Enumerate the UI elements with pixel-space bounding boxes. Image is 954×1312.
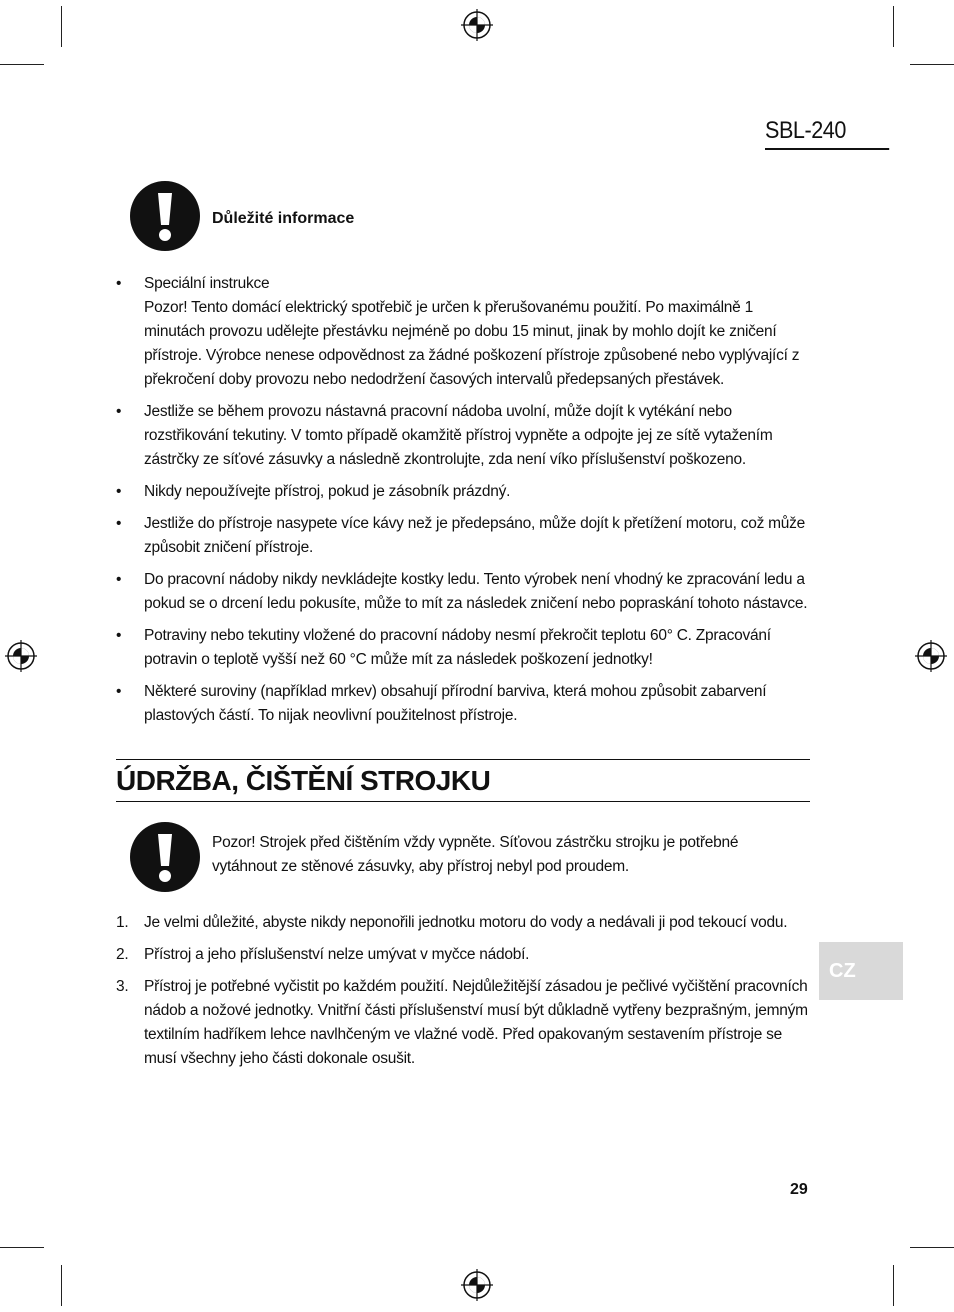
crop-mark xyxy=(893,6,894,47)
list-item-text: Pozor! Tento domácí elektrický spotřebič je určen k přerušovanému použití. Po maximálně 1 minutách provozu udělejte přestávku nejméně po dobu 15 minut, jinak by mohlo dojít ke zničení přístroje. Výrobce nenese odpovědnost za žádné poškození přístroje způsobené nebo vyplývající z překročení doby provozu nebo nedodržení časových intervalů předepsaných přestávek. xyxy=(144,299,800,388)
exclamation-icon xyxy=(130,822,200,892)
list-item xyxy=(116,480,816,504)
crop-mark xyxy=(893,1265,894,1306)
bullet-mark: • xyxy=(116,683,122,700)
crop-mark xyxy=(0,64,44,65)
crop-mark xyxy=(61,6,62,47)
list-item xyxy=(116,568,816,616)
registration-mark-icon xyxy=(4,639,38,673)
bullet-mark: • xyxy=(116,403,122,420)
step-text: Přístroj je potřebné vyčistit po každém použití. Nejdůležitější zásadou je pečlivé vyčištění pracovních nádob a nožové jednotky. Vnitřní části příslušenství musí být důkladně vytřeny bezprašným, jemným textilním hadříkem lehce navlhčeným ve vlažné vodě. Před opakovaným sestavením přístroje se musí všechny jeho části dokonale osušit. xyxy=(144,978,808,1067)
step-text: Přístroj a jeho příslušenství nelze umývat v myčce nádobí. xyxy=(144,946,530,963)
registration-mark-icon xyxy=(914,639,948,673)
bullet-mark: • xyxy=(116,483,122,500)
list-item-text: Nikdy nepoužívejte přístroj, pokud je zásobník prázdný. xyxy=(144,483,511,500)
list-item xyxy=(116,400,816,472)
list-item xyxy=(116,943,816,967)
list-item xyxy=(116,680,816,728)
list-item xyxy=(116,975,816,1071)
step-number: 3. xyxy=(116,978,129,995)
crop-mark xyxy=(910,1247,954,1248)
list-item xyxy=(116,272,816,392)
cleaning-steps-list xyxy=(116,911,816,1079)
list-item-text: Potraviny nebo tekutiny vložené do pracovní nádoby nesmí překročit teplotu 60° C. Zpracování potravin o teplotě vyšší než 60 °C může mít za následek poškození jednotky! xyxy=(144,627,771,668)
language-tab-label: CZ xyxy=(829,960,856,982)
bullet-mark: • xyxy=(116,571,122,588)
list-item-text: Do pracovní nádoby nikdy nevkládejte kostky ledu. Tento výrobek není vhodný ke zpracování ledu a pokud se o drcení ledu pokusíte, může to mít za následek zničení nebo popraskání tohoto nástavce. xyxy=(144,571,808,612)
bullet-mark: • xyxy=(116,627,122,644)
section-heading-bar xyxy=(116,759,810,802)
registration-mark-icon xyxy=(460,1268,494,1302)
step-number: 1. xyxy=(116,914,129,931)
bullet-mark: • xyxy=(116,275,122,292)
exclamation-icon xyxy=(130,181,200,251)
language-tab xyxy=(819,942,903,1000)
registration-mark-icon xyxy=(460,8,494,42)
step-number: 2. xyxy=(116,946,129,963)
step-text: Je velmi důležité, abyste nikdy neponořili jednotku motoru do vody a nedávali ji pod tekoucí vodu. xyxy=(144,914,788,931)
list-item xyxy=(116,911,816,935)
page-number: 29 xyxy=(790,1181,808,1198)
crop-mark xyxy=(0,1247,44,1248)
list-item xyxy=(116,512,816,560)
crop-mark xyxy=(910,64,954,65)
bullet-mark: • xyxy=(116,515,122,532)
list-item-title: Speciální instrukce xyxy=(144,275,270,292)
list-item xyxy=(116,624,816,672)
warning-text: Pozor! Strojek před čištěním vždy vypněte. Síťovou zástrčku strojku je potřebné vytáhnout ze stěnové zásuvky, aby přístroj nebyl pod proudem. xyxy=(212,834,739,875)
list-item-text: Jestliže do přístroje nasypete více kávy než je předepsáno, může dojít k přetížení motoru, což může způsobit zničení přístroje. xyxy=(144,515,806,556)
crop-mark xyxy=(61,1265,62,1306)
list-item-text: Některé suroviny (například mrkev) obsahují přírodní barviva, která mohou způsobit zabarvení plastových částí. To nijak neovlivní použitelnost přístroje. xyxy=(144,683,767,724)
important-info-label: Důležité informace xyxy=(212,210,355,227)
instruction-list xyxy=(116,272,816,736)
list-item-text: Jestliže se během provozu nástavná pracovní nádoba uvolní, může dojít k vytékání nebo rozstřikování tekutiny. V tomto případě okamžitě přístroj vypněte a odpojte jej ze sítě vytažením zástrčky ze síťové zásuvky a následně zkontrolujte, zda není víko příslušenství poškozeno. xyxy=(144,403,773,468)
model-number: SBL-240 xyxy=(765,116,889,150)
section-heading: ÚDRŽBA, ČIŠTĚNÍ STROJKU xyxy=(116,765,491,796)
